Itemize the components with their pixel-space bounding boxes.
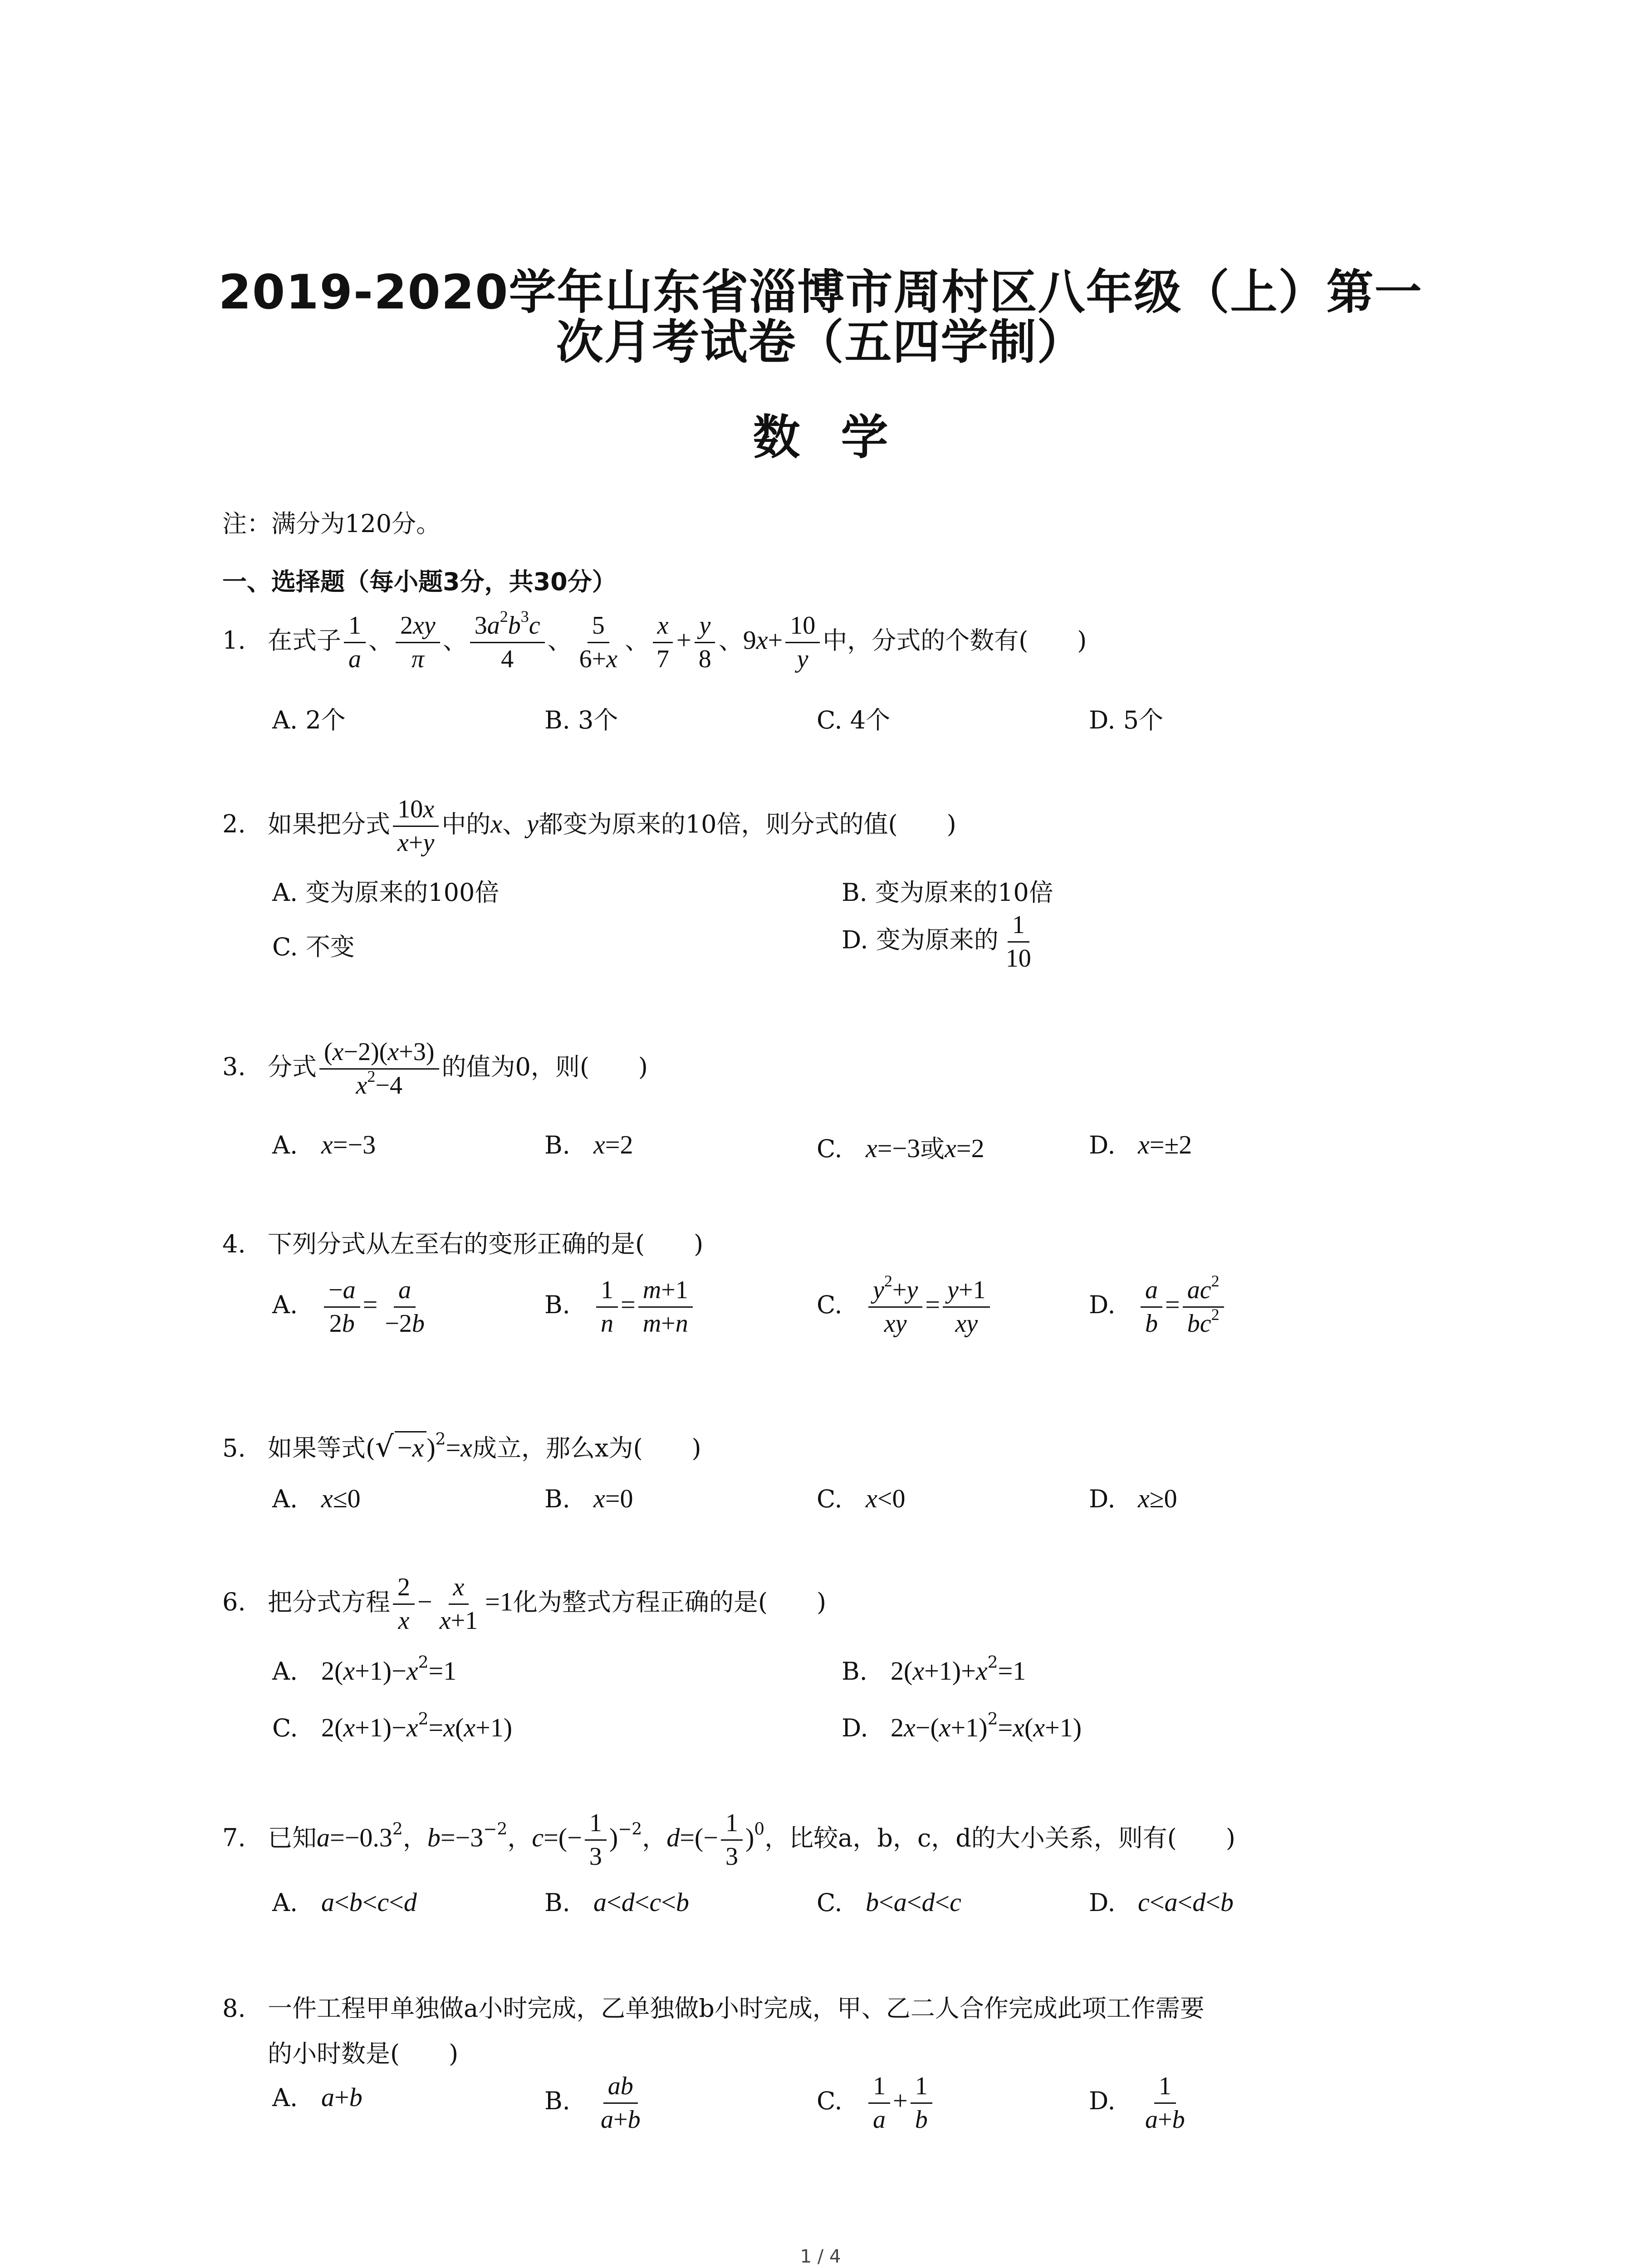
option-d[interactable]: D. $\frac{a}{b}$ = $\frac{ac^2}{bc^2}$ [1089,1277,1227,1337]
option-letter: C. [817,1134,843,1163]
option-d[interactable]: D. x=±2 [1089,1130,1192,1159]
option-letter: A. [272,1888,298,1917]
option-letter: A. [272,2083,298,2112]
exam-title-line1: 2019-2020学年山东省淄博市周村区八年级（上）第一 [218,264,1423,320]
fraction: $\frac{1}{n}$ [596,1277,618,1337]
question-text: 下列分式从左至右的变形正确的是( ) [268,1230,704,1258]
option-b[interactable]: B. 变为原来的10倍 [842,878,1053,907]
option-letter: B. [544,1888,570,1917]
option-letter: B. [842,1657,867,1686]
question-text: 的值为0，则( ) [441,1052,648,1081]
fraction: $\frac{1}{a}$ [344,612,366,673]
question-number: 3. [222,1052,246,1081]
question-text: 如果把分式 [268,810,390,839]
question-text: 分式 [268,1052,317,1081]
option-a[interactable]: A. a+b [272,2082,362,2112]
option-a[interactable]: A. $2(x+1)-x^2=1$ [272,1653,457,1686]
option-a[interactable]: A. 2个 [272,706,346,734]
option-letter: A. [272,1485,298,1513]
fraction: $\frac{10}{y}$ [785,612,820,673]
subject-heading: 数学 [753,410,929,465]
option-c[interactable]: C. $2(x+1)-x^2=x(x+1)$ [272,1710,513,1742]
fraction: $\frac{ab}{a+b}$ [601,2072,641,2134]
option-letter: D. [1089,1131,1116,1159]
option-c[interactable]: C. 4个 [817,706,891,734]
fraction: $\frac{y+1}{xy}$ [943,1277,990,1337]
fraction: $\frac{y}{8}$ [694,612,716,673]
fraction: $\frac{ac^2}{bc^2}$ [1183,1277,1224,1337]
option-a[interactable]: A. a<b<c<d [272,1887,417,1917]
option-letter: A. [272,1131,298,1159]
question-8 [222,1989,1205,2024]
question-number: 8. [222,1994,246,2023]
option-letter: A. [272,1657,298,1686]
option-d[interactable]: D. $2x-(x+1)^2=x(x+1)$ [842,1710,1082,1742]
fraction: $\frac{-a}{2b}$ [324,1277,360,1337]
option-c[interactable]: C. $\frac{y^2+y}{xy}$ = $\frac{y+1}{xy}$ [817,1277,993,1337]
fraction: $\frac{y^2+y}{xy}$ [868,1277,922,1337]
fraction: $\frac{1}{a+b}$ [1145,2072,1185,2134]
option-letter: A. [272,1290,298,1320]
fraction: $\frac{x}{7}$ [652,612,674,673]
question-4 [222,1225,703,1260]
fraction: $\frac{3a^2b^3c}{4}$ [470,612,545,673]
fraction: $\frac{5}{6+x}$ [579,611,618,673]
question-2: 2. 如果把分式 $\frac{10x}{x+y}$ 中的x、y都变为原来的10倍，则分式的值( ) [222,795,956,857]
option-d[interactable]: D. c<a<d<b [1089,1887,1234,1917]
option-letter: D. [842,1714,868,1742]
option-b[interactable]: B. $2(x+1)+x^2=1$ [842,1653,1026,1686]
option-letter: D. [1089,1888,1116,1917]
question-number: 6. [222,1588,246,1617]
fraction: $\frac{2}{x}$ [393,1574,415,1634]
option-c[interactable]: C. 不变 [272,933,355,961]
fraction: $\frac{2xy}{\pi}$ [396,612,440,673]
option-b[interactable]: B. 3个 [544,706,618,734]
option-letter: B. [544,1290,570,1320]
option-letter: C. [817,1888,843,1917]
score-note: 注：满分为120分。 [222,509,441,538]
option-c[interactable]: C. $\frac{1}{a}$ + $\frac{1}{b}$ [817,2073,935,2133]
fraction: $\frac{(x-2)(x+3)}{x^2-4}$ [319,1039,439,1099]
option-c[interactable]: C. x=−3或x=2 [817,1134,985,1163]
option-a[interactable]: A. x=−3 [272,1130,376,1159]
question-3 [222,1039,648,1099]
option-letter: C. [272,1714,298,1742]
question-text: 化为整式方程正确的是( ) [513,1588,827,1617]
option-b[interactable]: B. a<d<c<b [544,1887,689,1917]
option-letter: B. [544,1485,570,1513]
question-text: 一件工程甲单独做a小时完成，乙单独做b小时完成，甲、乙二人合作完成此项工作需要 [268,1994,1205,2023]
option-text: D. 变为原来的 [842,925,999,954]
question-5: 5. 如果等式(√ −x )$^2$=x成立，那么x为( ) [222,1430,701,1464]
question-8-line2: 的小时数是( ) [268,2039,459,2068]
option-a[interactable]: A. $\frac{-a}{2b}$ = $\frac{a}{-2b}$ [272,1277,432,1337]
section-heading: 一、选择题（每小题3分，共30分） [222,567,617,596]
option-letter: D. [1089,1485,1116,1513]
question-text: 中的 [441,810,491,839]
question-text: 把分式方程 [268,1588,390,1617]
option-a[interactable]: A. x≤0 [272,1484,361,1513]
option-c[interactable]: C. b<a<d<c [817,1887,961,1917]
question-text: ，比较a，b，c，d的大小关系，则有( ) [764,1823,1235,1853]
option-d[interactable] [842,912,1038,972]
exam-title-line2: 次月考试卷（五四学制） [556,314,1085,370]
question-number: 4. [222,1230,246,1258]
option-letter: D. [1089,1290,1116,1320]
fraction: $\frac{1}{a}$ [868,2073,890,2133]
option-letter: D. [1089,2087,1116,2116]
question-number: 5. [222,1434,246,1462]
option-b[interactable]: B. x=0 [544,1484,633,1513]
question-text: 在式子 [268,626,341,655]
option-d[interactable]: D. x≥0 [1089,1484,1177,1513]
question-text: 已知 [268,1823,317,1853]
option-b[interactable]: B. $\frac{1}{n}$ = $\frac{m+1}{m+n}$ [544,1277,696,1337]
question-text: 中，分式的个数有( ) [823,626,1087,655]
question-number: 1. [222,626,246,655]
question-number: 2. [222,810,246,839]
fraction: $\frac{x}{x+1}$ [439,1573,478,1635]
fraction: $\frac{a}{-2b}$ [385,1276,425,1338]
fraction: $\frac{a}{b}$ [1141,1277,1162,1337]
question-1: 1. 在式子 $\frac{1}{a}$ 、 $\frac{2xy}{\pi}$ 、 $\frac{3a^2b^3c}{4}$ 、 $\frac{5}{6+x}$ 、 $\frac{x}{7}$ + $\frac{y}{8}$ 、9x+ $\frac{10}{y}$ 中，分式的个数有( ) [222,607,1087,673]
fraction: $\frac{1}{b}$ [911,2073,932,2133]
option-letter: C. [817,1290,843,1320]
option-d[interactable] [1089,2073,1192,2133]
option-b[interactable]: B. x=2 [544,1130,633,1159]
option-letter: C. [817,2087,843,2116]
option-d[interactable]: D. 5个 [1089,706,1164,734]
fraction: $\frac{1}{10}$ [1005,911,1031,973]
option-letter: B. [544,1131,570,1159]
option-letter: B. [544,2087,570,2116]
fraction: $\frac{10x}{x+y}$ [393,796,439,856]
fraction: $\frac{1}{3}$ [585,1810,607,1870]
option-c[interactable]: C. x<0 [817,1484,906,1513]
page-number: 1 / 4 [800,2246,841,2267]
fraction: $\frac{m+1}{m+n}$ [638,1277,693,1337]
option-a[interactable]: A. 变为原来的100倍 [272,878,500,907]
question-number: 7. [222,1823,246,1853]
question-6: 6. 把分式方程 $\frac{2}{x}$ − $\frac{x}{x+1}$ =1化为整式方程正确的是( ) [222,1573,827,1635]
question-text: 成立，那么x为( ) [472,1434,701,1462]
option-letter: C. [817,1485,843,1513]
question-7: 7. 已知$a=-0.3^2$，$b=-3^{-2}$，c=(− $\frac{1}{3}$ )$^{-2}$，d=(− $\frac{1}{3}$ )$^0$，比较a，b，c，d的大小关系，则有( ) [222,1809,1235,1871]
option-b[interactable] [544,2073,648,2133]
question-text: 如果等式( [268,1434,376,1462]
question-text: 都变为原来的10倍，则分式的值( ) [538,810,956,839]
fraction: $\frac{1}{3}$ [721,1810,743,1870]
